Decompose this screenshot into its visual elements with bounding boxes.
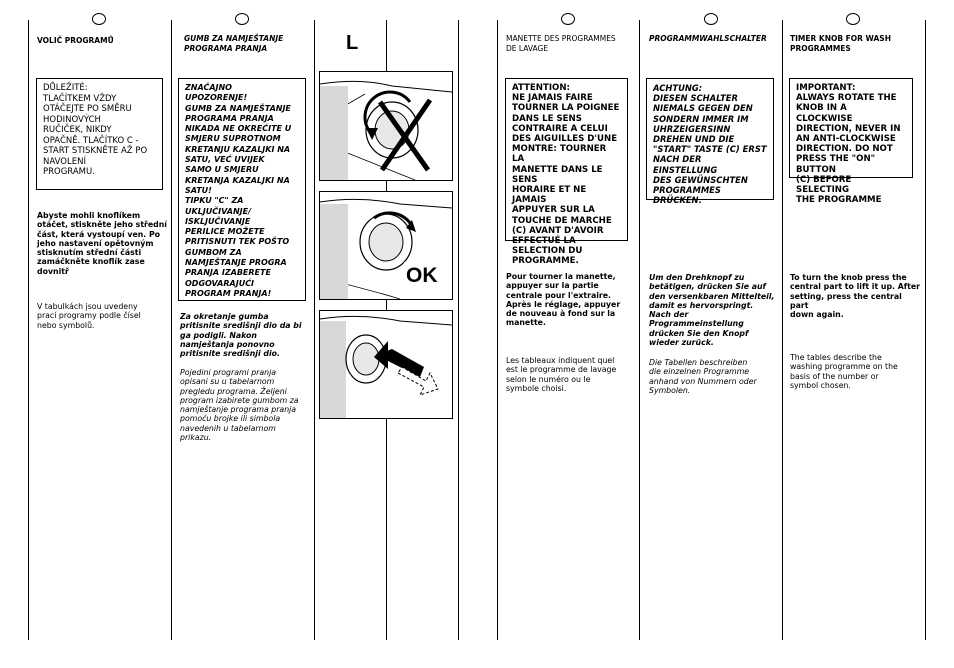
text-line: opisani su u tabelarnom [180,377,275,387]
text-line: Za okretanje gumba [180,312,269,321]
text-line: MANETTE DES PROGRAMMES [506,34,616,43]
language-flag-circle-icon [846,13,860,25]
text-line: PROGRAMMES [790,43,851,53]
section-letter: L [346,32,359,54]
text-line: betätigen, drücken Sie auf [649,282,766,292]
en-heading [790,34,891,53]
text-line: NIKADA NE OKREĆITE U [185,124,292,134]
text-line: PROGRAMME. [512,256,579,267]
text-line: TOURNER LA POIGNEE [512,103,620,114]
text-line: de nouveau à fond sur la [506,309,616,319]
language-flag-circle-icon [235,13,249,25]
text-line: MANETTE DANS LE SENS [512,164,603,185]
text-line: Die Tabellen beschreiben [649,358,748,367]
text-line: die einzelnen Programme [649,367,750,377]
text-line: Um den Drehknopf zu [649,273,745,282]
fr-tables-text [506,356,638,393]
text-line: TOUCHE DE MARCHE [512,215,612,226]
text-line: GUMB ZA NAMJEŠTANJE [184,34,284,43]
text-line: centrale pour l'extraire. [506,290,611,300]
text-line: TLAČÍTKEM VŽDY [43,93,117,104]
text-line: PROGRAMMES [653,185,721,196]
text-line: DE LAVAGE [506,43,549,53]
text-line: ALWAYS ROTATE THE [796,93,897,104]
de-warning-box [646,78,774,206]
de-heading: PROGRAMMWAHLSCHALTER [649,34,767,43]
column-divider [782,20,783,640]
text-line: anhand von Nummern oder [649,376,757,386]
text-line: PRESS THE "ON" BUTTON [796,154,876,175]
hr-tables-text [180,368,312,442]
text-line: den versenkbaren Mittelteil, [649,291,775,301]
text-line: SATU, VEĆ UVIJEK [185,155,265,165]
text-line: KRETANJU KAZALJKI NA [185,144,291,154]
text-line: THE PROGRAMME [796,195,882,206]
text-line: RUČIČEK, NIKDY [43,125,112,135]
text-line: ACHTUNG: [653,83,703,93]
text-line: nebo symbolů. [37,320,95,330]
text-line: program izabirete gumbom za [180,395,299,405]
text-line: PRITISNUTI TEK POŠTO [185,237,290,247]
en-tables-text [790,353,922,390]
en-instruction-text [790,273,922,319]
text-line: část, která vystoupí ven. Po [37,229,161,239]
knob-illustration-press [319,310,453,419]
text-line: wieder zurück. [649,338,714,348]
language-flag-circle-icon [561,13,575,25]
text-line: SATU! [185,185,212,195]
text-line: DES GEWÜNSCHTEN [653,174,748,185]
text-line: namještanja ponovno [180,339,275,349]
text-line: HODINOVÝCH [43,114,101,125]
text-line: OTÁČEJTE PO SMĚRU [43,104,132,114]
text-line: ISKLJUČIVANJE [185,216,251,226]
knob-illustration-wrong [319,71,453,181]
text-line: symbol chosen. [790,380,851,390]
text-line: Abyste mohli knoflíkem [37,211,141,220]
cz-warning-box [36,78,163,190]
text-line: jeho nastavení opětovným [37,238,154,248]
text-line: namještanje programa pranja [180,405,297,415]
text-line: ATTENTION: [512,83,570,93]
text-line: MONTRE: TOURNER LA [512,144,607,165]
text-line: Les tableaux indiquent quel [506,356,615,365]
text-line: To turn the knob press the [790,273,907,282]
text-line: EFFECTUÉ LA [512,236,576,247]
text-line: dovnitř [37,266,69,276]
text-line: drücken Sie den Knopf [649,328,749,338]
fr-heading [506,34,616,53]
fr-instruction-text [506,272,638,328]
text-line: prikazu. [180,433,212,443]
text-line: OPAČNĚ. TLAČÍTKO C - [43,135,139,146]
text-line: NAVOLENÍ [43,156,86,167]
ok-label: OK [406,264,438,287]
text-line: Pour tourner la manette, [506,272,616,281]
text-line: CONTRAIRE A CELUI [512,123,608,134]
column-divider [497,20,498,640]
text-line: basis of the number or [790,371,879,381]
text-line: PROGRAMA PRANJA [185,113,274,123]
text-line: selon le numéro ou le [506,374,591,384]
text-line: pritisnite središnji dio da bi [180,321,302,331]
text-line: UHRZEIGERSINN [653,123,731,134]
text-line: stisknutím střední části [37,248,142,258]
text-line: PROGRAMA PRANJA [184,43,268,53]
column-divider [28,20,29,640]
text-line: APPUYER SUR LA [512,205,595,216]
text-line: NACH DER EINSTELLUNG [653,154,718,175]
text-line: otáčet, stiskněte jeho střední [37,220,167,230]
text-line: NAMJEŠTANJE PROGRA [185,258,287,268]
cz-tables-text [37,302,169,330]
de-instruction-text [649,273,781,347]
text-line: UPOZORENJE! [185,93,248,103]
cz-instruction-text [37,211,169,276]
text-line: KRETANJA KAZALJKI NA [185,175,290,185]
hr-instruction-text [180,312,312,358]
text-line: TIPKU "C" ZA [185,196,244,206]
column-divider [639,20,640,640]
text-line: pritisnite središnji dio. [180,349,280,359]
language-flag-circle-icon [92,13,106,25]
text-line: AN ANTI-CLOCKWISE [796,134,896,145]
text-line: KNOB IN A CLOCKWISE [796,103,853,124]
text-line: ZNAČAJNO [185,83,232,92]
text-line: central part to lift it up. After [790,282,920,292]
text-line: symbole choisi. [506,383,567,393]
text-line: ODGOVARAJUĆI [185,278,255,288]
text-line: SMJERU SUPROTNOM [185,134,281,144]
text-line: PROGRAM PRANJA! [185,288,272,298]
text-line: GUMB ZA NAMJEŠTANJE [185,103,291,113]
text-line: NIEMALS GEGEN DEN [653,103,753,114]
cz-heading: VOLIČ PROGRAMŮ [37,36,114,45]
text-line: prací programy podle čísel [37,311,141,321]
fr-warning-box [505,78,628,267]
text-line: DES AIGUILLES D'UNE [512,134,618,145]
text-line: HORAIRE ET NE JAMAIS [512,185,587,206]
text-line: SONDERN IMMER IM [653,113,749,124]
de-tables-text [649,358,781,395]
hr-heading [184,34,283,53]
text-line: est le programme de lavage [506,365,617,375]
text-line: DŮLEŽITÉ: [43,83,88,93]
text-line: START STISKNĚTE AŽ PO [43,146,148,156]
knob-anticlockwise-crossed-icon [320,72,321,73]
text-line: navedenih u tabelarnom [180,423,276,433]
column-divider [171,20,172,640]
text-line: NE JAMAIS FAIRE [512,93,593,104]
knob-press-arrow-icon [320,311,321,312]
text-line: pomoću brojke ili simbola [180,414,281,424]
text-line: DREHEN UND DIE [653,134,735,145]
text-line: The tables describe the [790,353,882,362]
text-line: Nach der [649,310,689,320]
text-line: (C) AVANT D'AVOIR [512,225,604,236]
en-warning-box [789,78,913,206]
text-line: Symbolen. [649,385,691,395]
text-line: "START" TASTE (C) ERST [653,144,767,155]
text-line: DRÜCKEN. [653,195,702,206]
text-line: DIRECTION. DO NOT [796,144,893,155]
knob-clockwise-arrow-icon [320,192,321,193]
text-line: Pojedini programi pranja [180,368,277,377]
text-line: manette. [506,318,546,328]
text-line: DIRECTION, NEVER IN [796,123,901,134]
text-line: UKLJUČIVANJE/ [185,206,252,216]
text-line: PRANJA IZABERETE [185,268,271,278]
text-line: IMPORTANT: [796,83,856,93]
text-line: SAMO U SMJERU [185,165,259,175]
text-line: PERILICE MOŽETE [185,227,265,237]
text-line: Après le réglage, appuyer [506,299,621,309]
column-divider [458,20,459,640]
text-line: appuyer sur la partie [506,281,599,291]
language-flag-circle-icon [704,13,718,25]
text-line: PROGRAMU. [43,167,95,177]
text-line: TIMER KNOB FOR WASH [790,34,891,43]
text-line: DIESEN SCHALTER [653,93,738,104]
text-line: washing programme on the [790,362,898,372]
text-line: zamáčkněte knoflík zase [37,257,145,267]
text-line: SELECTION DU [512,246,583,257]
column-divider [925,20,926,640]
text-line: setting, press the central part [790,291,902,310]
text-line: GUMBOM ZA [185,247,242,257]
text-line: (C) BEFORE SELECTING [796,174,852,196]
text-line: pregledu programa. Željeni [180,386,287,396]
text-line: DANS LE SENS [512,113,582,124]
hr-warning-box [178,78,306,301]
text-line: ga podigli. Nakon [180,330,257,340]
text-line: down again. [790,310,844,320]
column-divider [314,20,315,640]
text-line: damit es hervorspringt. [649,300,754,310]
text-line: Programmeinstellung [649,319,744,329]
text-line: V tabulkách jsou uvedeny [37,302,138,311]
